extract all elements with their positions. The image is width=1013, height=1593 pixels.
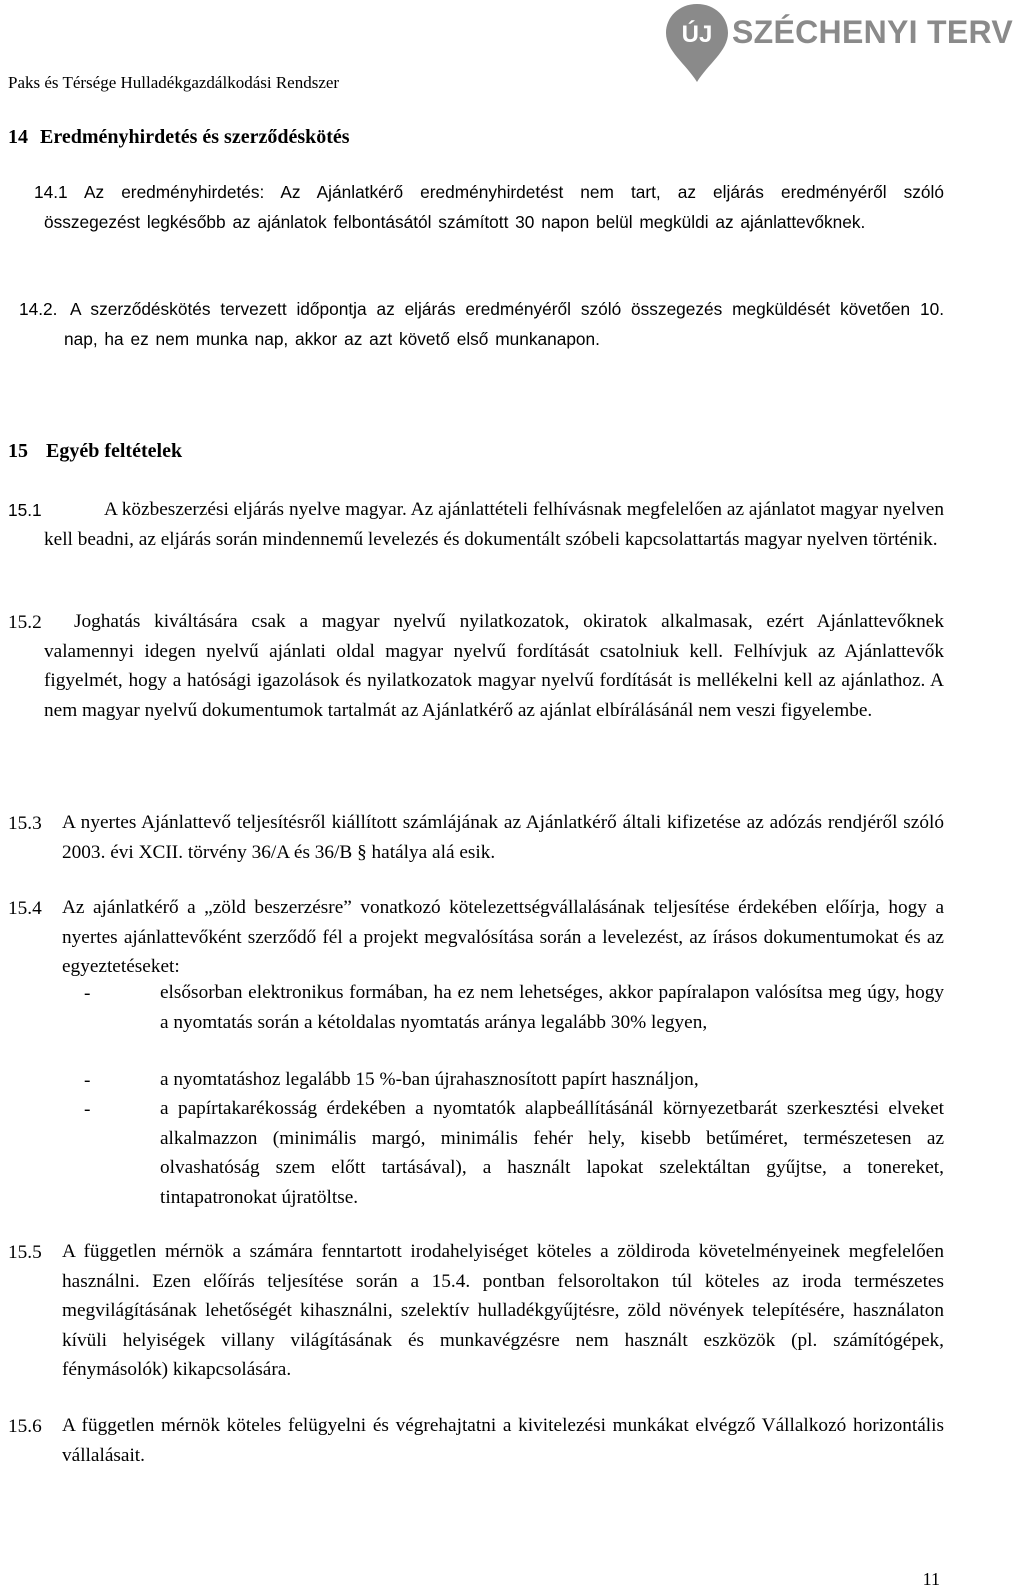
bullet-dash: -: [84, 1070, 91, 1091]
paragraph-number: 15.5: [8, 1242, 42, 1263]
paragraph-number: 15.4: [8, 898, 42, 919]
paragraph-15-1: A közbeszerzési eljárás nyelve magyar. Az ajánlattételi felhívásnak megfelelően az ajánlatot magyar nyelven kell beadni, az eljárás során mindennemű levelezés és dokumentált szóbeli kapcsolattartás magyar nyelven történik.: [44, 499, 944, 550]
header-organization: Paks és Térsége Hulladékgazdálkodási Rendszer: [8, 73, 340, 92]
paragraph-number: 15.1: [8, 500, 42, 520]
paragraph-14-1: Az eredményhirdetés: Az Ajánlatkérő eredményhirdetést nem tart, az eljárás eredményéről szóló összegezést legkésőbb az ajánlatok felbontásától számított 30 napon belül megküldi az ajánlattevőknek.: [44, 182, 944, 232]
paragraph-number: 14.1: [34, 182, 68, 202]
paragraph-15-3: A nyertes Ajánlattevő teljesítésről kiállított számlájának az Ajánlatkérő általi kifizetése az adózás rendjéről szóló 2003. évi XCII. törvény 36/A és 36/B § hatálya alá esik.: [62, 812, 944, 863]
section-title: Egyéb feltételek: [46, 440, 183, 462]
bullet-dash: -: [84, 983, 91, 1004]
paragraph-14-2: A szerződéskötés tervezett időpontja az eljárás eredményéről szóló összegezés megküldését követően 10. nap, ha ez nem munka nap, akkor az azt követő első munkanapon.: [64, 299, 944, 349]
paragraph-number: 14.2.: [19, 299, 58, 319]
section-title: Eredményhirdetés és szerződéskötés: [40, 126, 350, 148]
logo-text: SZÉCHENYI TERV: [732, 14, 1013, 50]
bullet-dash: -: [84, 1099, 91, 1120]
paragraph-15-5: A független mérnök a számára fenntartott irodahelyiséget köteles a zöldiroda követelményeinek megfelelően használni. Ezen előírás teljesítése során a 15.4. pontban felsoroltakon túl köteles az iroda természetes megvilágításának lehetőségét kihasználni, szelektív hulladékgyűjtésre, zöld növények telepítésére, használaton kívüli helyiségek villany világításának és munkavégzésre nem használt eszközök (pl. számítógépek, fénymásolók) kikapcsolására.: [62, 1241, 944, 1380]
bullet-item: a papírtakarékosság érdekében a nyomtatók alapbeállításánál környezetbarát szerkesztési elveket alkalmazzon (minimális margó, minimális fehér hely, kisebb betűméret, természetesen az olvashatóság szem előtt tartásával), a használt lapokat szelektáltan gyűjtse, a tonereket, tintapatronokat újratöltse.: [160, 1098, 944, 1208]
paragraph-15-2: Joghatás kiváltására csak a magyar nyelvű nyilatkozatok, okiratok alkalmasak, ezért Ajánlattevőknek valamennyi idegen nyelvű ajánlati oldal magyar nyelvű fordítását csatolniuk kell. Felhívjuk az Ajánlattevők figyelmét, hogy a hatósági igazolások és nyilatkozatok magyar nyelvű fordítását is mellékelni kell az ajánlathoz. A nem magyar nyelvű dokumentumok tartalmát az Ajánlatkérő az ajánlat elbírálásánál nem veszi figyelembe.: [44, 611, 944, 721]
paragraph-number: 15.6: [8, 1416, 42, 1437]
section-number: 15: [8, 440, 28, 462]
section-heading-14: [8, 126, 350, 149]
section-number: 14: [8, 126, 28, 148]
page-number: 11: [922, 1569, 940, 1589]
paragraph-number: 15.3: [8, 813, 42, 834]
bullet-item: a nyomtatáshoz legalább 15 %-ban újrahasznosított papírt használjon,: [160, 1069, 699, 1090]
uj-pin-icon: [662, 0, 732, 84]
paragraph-15-6: A független mérnök köteles felügyelni és végrehajtatni a kivitelezési munkákat elvégző Vállalkozó horizontális vállalásait.: [62, 1415, 944, 1466]
logo-mark: ÚJ: [681, 21, 713, 48]
paragraph-15-4: Az ajánlatkérő a „zöld beszerzésre” vonatkozó kötelezettségvállalásának teljesítése érdekében előírja, hogy a nyertes ajánlattevőként szerződő fél a projekt megvalósítása során a levelezést, az írásos dokumentumokat és az egyeztetéseket:: [62, 897, 944, 977]
section-heading-15: [8, 440, 182, 463]
paragraph-number: 15.2: [8, 612, 42, 633]
bullet-item: elsősorban elektronikus formában, ha ez nem lehetséges, akkor papíralapon valósítsa meg úgy, hogy a nyomtatás során a kétoldalas nyomtatás aránya legalább 30% legyen,: [160, 982, 944, 1033]
